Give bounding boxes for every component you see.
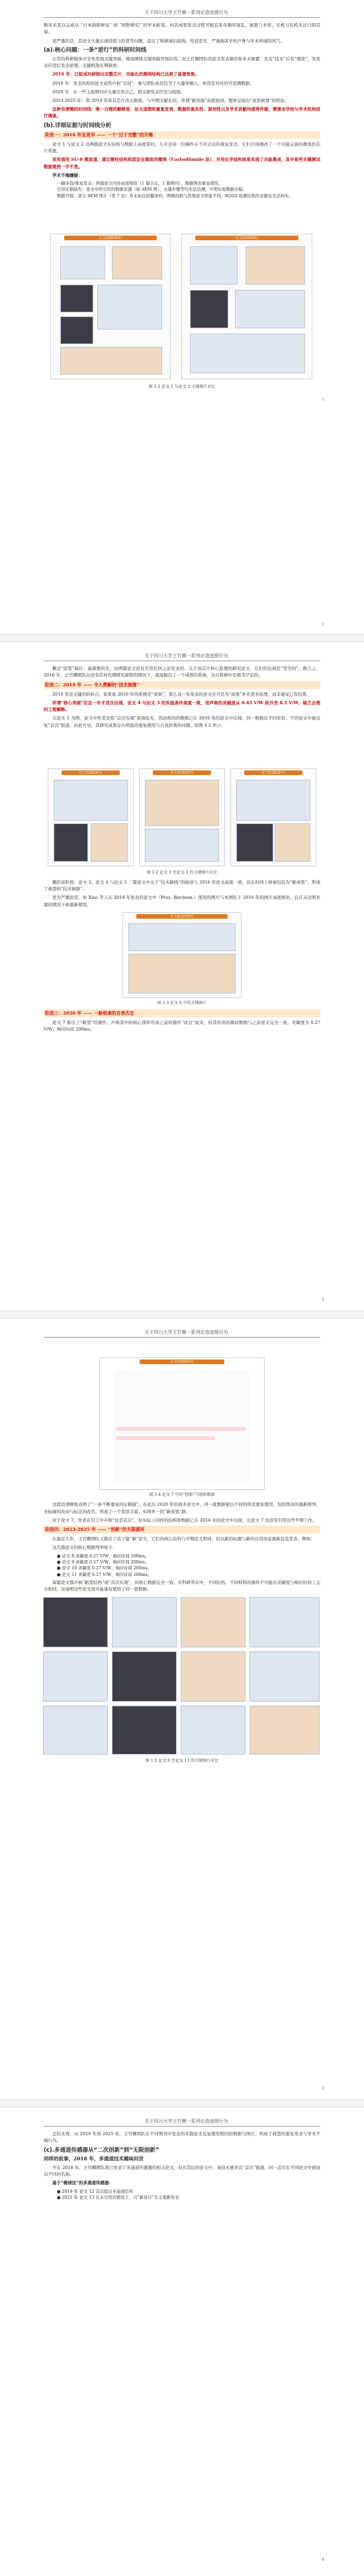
page-2-paragraph-2: 2019 年是关键的转折点。如果说 2016 年的系统是“成果”，那么这一年发表的论文应当是为“成果”补充更多原理，而非重复已有结果。 (52, 691, 311, 697)
page-header: 关于四川大学王竹卿一系列论造违规行为 (144, 653, 228, 659)
page-number: 3 (322, 2086, 324, 2091)
page-2-paragraph-5: 概括该阶段：论文 3、论文 4 与论文 5 三篇论文中关于“技术路线”的描述与 2016 年论文高度一致，但在时间上却被包装为“新成果”，形成了典型的“技术倒推”。 (44, 880, 320, 892)
list-item: ● 论文 10 灵敏度 0.27 V/W，响应时间 200ms。 (57, 1566, 152, 1571)
section-a-paragraph-2 (44, 71, 320, 77)
panel-title: 论文1(2016年) (64, 236, 157, 240)
timeline-2016: 2016 年：已组成功研制出完整芯片，功能化的微纳结构已达到了显著效果。 (52, 71, 199, 77)
device-image (190, 246, 238, 285)
highlighted-line (116, 1427, 246, 1431)
stage-4-text: 阶段四：2023-2025 年 —— “创新”的无限循环 (45, 1527, 145, 1533)
page-4-paragraph-3: 基于“微球法”的多通道传感器： (52, 2180, 113, 2186)
sem-image (190, 290, 228, 328)
panel-title: 论文6(2019年) (136, 914, 228, 919)
chart-image (190, 334, 305, 373)
list-item: ● 2018 年 论文 12 首次提出多通道结构 (57, 2189, 134, 2194)
device-image (128, 923, 236, 951)
page-3-paragraph-4: 这几篇论文的核心数据列举如下： (52, 1545, 117, 1551)
document-page-2 (0, 642, 364, 1311)
device-image (250, 1706, 320, 1755)
list-item: 引用证据缺失：论文中所引用的数据来源（如 SEM 图）、关键步骤等均无法追溯，早期实验数据存疑。 (57, 187, 247, 193)
document-page-1 (0, 0, 364, 634)
page-header: 关于四川大学王竹卿一系列论造违规行为 (144, 1330, 228, 1335)
figure-panel-left (48, 768, 134, 866)
device-image (145, 829, 219, 862)
figure-panel-right (181, 234, 312, 379)
section-a-paragraph-5: 2023-2025 年：将 2016 年原有芯片改头换面，与早期文献比较，所谓“新突破”高度雷同，整体呈现出“成果倒置”的特征。 (52, 98, 289, 104)
conclusion-highlight: 这种非逻辑的时间线：唯一合理的解释是：论文造假和重复发表，数据的真实性、原创性以及学术贡献均值得怀疑，需要由学校与学术机构进行调查。 (44, 107, 320, 119)
section-c-subtitle: 同样的故事，2018 年，多通道技术趣味问世 (44, 2155, 144, 2162)
device-image (43, 1651, 108, 1702)
intro-paragraph-1: 数年来其以完成从 “日本助推修复” 到 “纳秒研究” 的学术蛇变。但其成果发表过程可疑且发布顺序混乱，倒置与矛盾，无机与有机无法自圆其说。 (44, 23, 320, 35)
page-header: 关于四川大学王竹卿一系列论造违规行为 (144, 10, 228, 15)
multichannel-list (57, 2189, 320, 2201)
figure-panel-left (50, 234, 171, 379)
figure-1-3 (122, 912, 242, 998)
plot-image (246, 246, 305, 285)
stage-3-heading (44, 1009, 320, 1017)
device-image (112, 1597, 177, 1647)
page-4-paragraph-2: 早在 2018 年，王竹卿团队就已发表了多通道传感器的相关论文，但在其后的论文中，该技术被多次“首次”报道，同一芯片在不同论文中被冠以不同的名称。 (44, 2165, 320, 2178)
sem-image (43, 1597, 108, 1647)
page-number: 2 (322, 1297, 324, 1302)
chart-image (60, 347, 162, 375)
page-separator (0, 2099, 364, 2107)
header-divider (44, 1337, 320, 1338)
figure-panel (122, 912, 242, 998)
device-image (54, 780, 128, 821)
panel-title: 论文7(2020年) (140, 1359, 224, 1364)
chart-image (145, 780, 219, 826)
stage-1-paragraph-1: 论文 1 与论文 2 这两篇论文在结构与数据上高度雷同，几乎是同一份稿件在不同会议的重复发表，它们共同阐述了一个功能完备的微流控芯片系统。 (44, 142, 320, 154)
figure-1-1-caption: 图 1-1 论文 1 与论文 2 关键图片对比 (148, 385, 216, 390)
figure-1-3-caption: 图 1-3 论文 6 中的关键图片 (157, 1000, 207, 1005)
text-excerpt-block (113, 1370, 251, 1483)
stage-4-heading (44, 1526, 320, 1534)
page-3-paragraph-3: 在最近几年，王竹卿团队又推出了若干篇“新”论文，它们的核心结构与早期论文相同，但以新的标题与新的应用场景重新包装发表。例如： (52, 1536, 315, 1542)
figure-panel-middle (139, 768, 225, 866)
sem-image (60, 316, 93, 344)
sem-image (54, 823, 88, 862)
sem-image (236, 823, 273, 862)
device-image (43, 1706, 108, 1755)
device-image (181, 1706, 246, 1755)
page-2-paragraph-4: 以论文 5 为例，论文中作者宣称“首次实现”某项技术，然而相同的数据已在 2016 年的论文中出现。同一数据在不同年份、不同论文中被反复“首次”报道。由此可见，其研究成果存在明显的重复使用与自我抄袭的问题，如图 1-2 所示。 (44, 715, 320, 728)
list-item: 一稿多投/重复发表：两篇论文内容高度相似（1 篇会议，1 篇期刊），数据图表重复使用。 (57, 181, 223, 187)
section-c-title: (c).多通道传感器从“二次创新”到“无限创新” (44, 2146, 159, 2154)
figure-panel-right (230, 768, 316, 866)
panel-title: 论文3(2019年) (62, 770, 120, 775)
page-2-paragraph-3 (44, 700, 320, 713)
figure-panel (99, 1357, 265, 1490)
figure-1-1 (44, 234, 320, 382)
figure-1-2 (44, 768, 320, 868)
list-item: 数据可疑：部分 SEM 图片（第 7 页）并未标注拍摄条件，图像风格与其他论文明显不同，H2O2 检测结果的来源也无法核实。 (57, 193, 293, 199)
highlighted-line (116, 1436, 215, 1440)
page-3-paragraph-1: 这段话清晰地表明了“一条不断重复的证据链”。在此后 2020 年的很多论文中，同一批数据被以不同的形式重复使用，包括图表的重新排列、坐标轴的改动与标注的改名，形成了一个看似丰富、实则单一的“新成果”群。 (44, 1502, 320, 1514)
list-item: ● 论文 8 灵敏度 0.27 V/W，响应时间 200ms。 (57, 1553, 150, 1559)
misconduct-list (57, 181, 320, 199)
panel-title: 论文4(2019年) (153, 770, 211, 775)
figure-1-2-caption: 图 1-2 论文 3 至论文 5 的关键图片对比 (146, 870, 218, 875)
figure-1-5-caption: 图 1-5 论文 8 至论文 11 的关键图片对比 (145, 1758, 219, 1763)
figure-1-4-caption: 图 1-4 论文 7 中的“创新”与原始数据 (149, 1493, 215, 1498)
device-image (60, 246, 105, 279)
page-number: 4 (322, 2557, 324, 2562)
chart-image (97, 285, 162, 330)
document-page-3 (0, 1318, 364, 2099)
stage-1-paragraph-3: 学术不端嫌疑： (52, 172, 83, 178)
sem-image (60, 285, 93, 312)
paper-data-list (57, 1553, 320, 1579)
page-2-paragraph-6: 更为严重的是，如 Xiao 等人在 2019 年发表的论文中（Proc. Biochem.）使用的图片与本团队于 2016 年的图片高度相似，且在未注明来源的情况下被重新使用。 (44, 895, 320, 907)
device-image (250, 1651, 320, 1702)
page-number-footer: 1 (322, 622, 324, 627)
intro-paragraph-2: 更严重的是，其论文大量出现造假与抄袭等问题，违反了科研诚信底线，性质恶劣，严重损害学校声誉与学术环境的风气。 (52, 38, 285, 44)
plot-image (112, 246, 162, 279)
chart-image (91, 823, 128, 862)
figure-1-4 (99, 1357, 265, 1490)
page-3-paragraph-5: 每篇论文都声称“新型结构”或“首次实现”，但核心数据完全一致。在科研常识中，不同结构、不同材料的器件不可能在灵敏度与响应时间上完全相同，这说明这些论文很可能重复使用了同一套数据。 (44, 1580, 320, 1592)
device-image (181, 1597, 246, 1647)
section-a-paragraph-1: 正常的科研链条应是先发现关键突破，继而围绕关键突破开展应用。而王竹卿团队的论文发表顺序却本末倒置：先有“技术”后有“理论”，先发表应用后发表原理，关键机制长期缺席。 (44, 56, 320, 69)
sem-image (112, 1651, 177, 1702)
stage-3-text: 阶段三：2020 年 —— 一脉相承的自我否定 (45, 1011, 134, 1017)
sensitivity-highlight: 所谓“核心突破”在这一年才首次出现，论文 4 与论文 3 的实验条件高度一致，而声称的灵敏度从 0.43 V/W 跃升至 8.5 V/W，缺乏合理的工程解释。 (44, 700, 320, 713)
stage-1-text: 阶段一：2016 年及更早 —— 一个“过于完整”的开端 (45, 132, 153, 138)
device-image (236, 780, 310, 821)
page-3-paragraph-2: 对于论文 7，作者在引言中声称“这是首次”，但实际上同样的结构和数据已在 2016 年的论文中出现，且论文 7 也没有引用这些早期工作。 (52, 1517, 317, 1523)
page-4-paragraph-1: 总结来看，从 2016 年到 2025 年，王竹卿团队在不同期刊中发表的多篇论文反复使用相同的数据与图片，构成了典型的重复发表与学术不端行为。 (44, 2131, 320, 2144)
page-number: 1 (322, 397, 324, 402)
page-separator (0, 1311, 364, 1318)
list-item: ● 论文 9 灵敏度 0.27 V/W，响应时间 200ms。 (57, 1560, 150, 1565)
page-2-paragraph-1: 概念“原型”缺位：最重要的是，这两篇论文没有引用任何之前发表的、关于该芯片核心原理的研究论文，它们的出现是“凭空的”。换言之，2016 年，王竹卿团队在没有任何先期研究铺垫的情况下，直接抛出了一个成熟的系统，这在科研中是极为罕见的。 (44, 666, 320, 678)
stage-2-heading (44, 681, 320, 689)
stage-1-heading (44, 131, 320, 139)
panel-title: 论文2(2016年) (195, 236, 298, 240)
section-a-paragraph-3: 2019 年：发表的原创论文竟然声称“首创”，参与团队成员包含了大量审稿人，却没有对应的可追溯数据。 (52, 80, 254, 86)
section-a-title: (a).核心问题：一条“逆行”的科研时间线 (44, 46, 147, 54)
device-image (250, 1597, 320, 1647)
chart-image (235, 290, 305, 328)
chart-image (275, 823, 310, 862)
sem-image (112, 1706, 177, 1755)
figure-1-5 (43, 1597, 321, 1756)
list-item: ● 2021 年 论文 13 在未引用的情况下，以“新设计”名义重新发表 (57, 2195, 179, 2201)
stage-1-paragraph-2 (44, 156, 320, 169)
list-item: ● 论文 11 灵敏度 0.27 V/W，响应时间 200ms。 (57, 1572, 152, 1577)
stage-2-text: 阶段二：2019 年 —— 令人费解的“技术倒推” (45, 682, 140, 688)
page-header: 关于四川大学王竹卿一系列论造违规行为 (144, 2119, 228, 2124)
section-b-title: (b).详细证据与时间线分析 (44, 122, 112, 129)
document-page-4 (0, 2107, 364, 2576)
page-separator (0, 634, 364, 642)
section-a-paragraph-6 (44, 106, 320, 119)
chart-image (128, 954, 236, 993)
stage-1-highlight: 采用商用 SU-8 微流道，通过微柱结构和固定在载体的微珠（Carbodiimide 法），并用化学结构体系实现了功能集成，其中某些关键测试数据竟然一字不差。 (44, 157, 320, 169)
section-a-paragraph-4: 2020 年：在一些主流期刊中大量引用自己，相关研究未经充分检验。 (52, 89, 185, 95)
page-2-paragraph-7: 论文 7 推出了“新型”的器件，声称其中的核心部件可由之前的器件“改良”而来，但其所用的测试数据与之前论文完全一致，灵敏度为 0.27 V/W，响应时间 200ms。 (44, 1020, 320, 1033)
device-image (181, 1651, 246, 1702)
panel-title: 论文5(2019年) (244, 770, 302, 775)
